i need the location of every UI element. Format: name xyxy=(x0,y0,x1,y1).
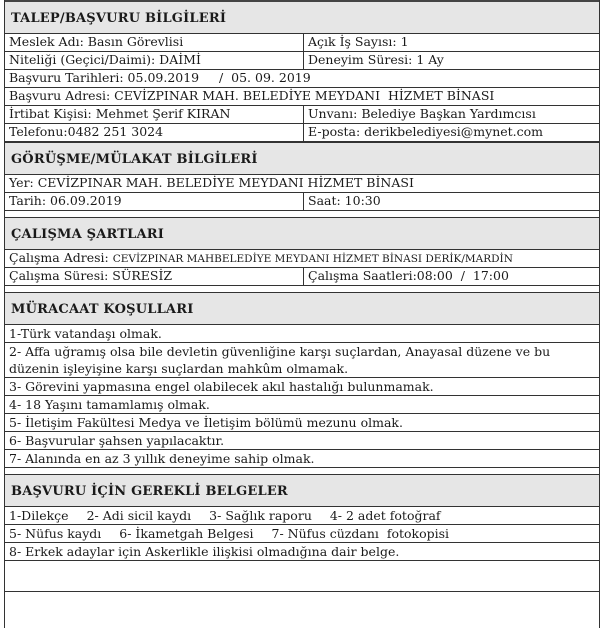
calisma-sure-row xyxy=(5,268,599,286)
eposta-field: E-posta: derikbelediyesi@mynet.com xyxy=(308,124,544,139)
acik-is-field: Açık İş Sayısı: 1 xyxy=(308,34,409,49)
unvan-field: Unvanı: Belediye Başkan Yardımcısı xyxy=(308,106,536,121)
saat-field: Saat: 10:30 xyxy=(308,193,381,208)
document-item: 1-Dilekçe xyxy=(9,508,69,523)
talep-header: TALEP/BAŞVURU BİLGİLERİ xyxy=(5,2,599,34)
documents-row-2 xyxy=(5,525,599,543)
top-border xyxy=(5,0,599,2)
niteligi-row xyxy=(5,52,599,70)
telefon-row xyxy=(5,124,599,142)
document-item: 3- Sağlık raporu xyxy=(209,508,312,523)
condition-item-6: 6- Başvurular şahsen yapılacaktır. xyxy=(5,432,599,450)
condition-item-1: 1-Türk vatandaşı olmak. xyxy=(5,325,599,343)
document-item: 2- Adi sicil kaydı xyxy=(86,508,192,523)
yer-field: Yer: CEVİZPINAR MAH. BELEDİYE MEYDANI HİZMET BİNASI xyxy=(9,175,414,190)
yer-row xyxy=(5,175,599,193)
calisma-saatleri-field: Çalışma Saatleri:08:00 / 17:00 xyxy=(308,268,509,283)
document-item: 4- 2 adet fotoğraf xyxy=(329,508,441,523)
document-item: 6- İkametgah Belgesi xyxy=(119,526,254,541)
gorusme-header: GÖRÜŞME/MÜLAKAT BİLGİLERİ xyxy=(5,142,599,175)
tarih-row xyxy=(5,193,599,211)
bottom-space xyxy=(5,561,599,592)
documents-row-1 xyxy=(5,507,599,525)
irtibat-row xyxy=(5,106,599,124)
condition-item-5: 5- İletişim Fakültesi Medya ve İletişim bölümü mezunu olmak. xyxy=(5,414,599,432)
adres-row xyxy=(5,88,599,106)
tarih-field: Tarih: 06.09.2019 xyxy=(5,193,304,210)
condition-item-4: 4- 18 Yaşını tamamlamış olmak. xyxy=(5,396,599,414)
irtibat-field: İrtibat Kişisi: Mehmet Şerif KIRAN xyxy=(5,106,304,123)
condition-item-3: 3- Görevini yapmasına engel olabilecek akıl hastalığı bulunmamak. xyxy=(5,378,599,396)
document-item: 5- Nüfus kaydı xyxy=(9,526,102,541)
telefon-field: Telefonu:0482 251 3024 xyxy=(5,124,304,141)
condition-item-2: 2- Affa uğramış olsa bile devletin güvenliğine karşı suçlardan, Anayasal düzene ve bu düzenin işleyişine karşı suçlardan mahkûm olmamak. xyxy=(5,343,599,378)
meslek-field: Meslek Adı: Basın Görevlisi xyxy=(5,34,304,51)
belgeler-header: BAŞVURU İÇİN GEREKLİ BELGELER xyxy=(5,474,599,507)
application-form xyxy=(4,0,600,628)
calisma-adres-label: Çalışma Adresi: xyxy=(9,250,113,265)
calisma-header: ÇALIŞMA ŞARTLARI xyxy=(5,217,599,250)
adres-field: Başvuru Adresi: CEVİZPINAR MAH. BELEDİYE MEYDANI HİZMET BİNASI xyxy=(9,88,495,103)
calisma-adres-value: CEVİZPINAR MAHBELEDİYE MEYDANI HİZMET BİNASI DERİK/MARDİN xyxy=(112,253,513,265)
tarihler-field: Başvuru Tarihleri: 05.09.2019 / 05. 09. 2019 xyxy=(9,70,311,85)
calisma-adres-field xyxy=(5,250,599,267)
documents-row-3: 8- Erkek adaylar için Askerlikle ilişkisi olmadığına dair belge. xyxy=(5,543,599,561)
niteligi-field: Niteliği (Geçici/Daimi): DAİMİ xyxy=(5,52,304,69)
calisma-adres-row xyxy=(5,250,599,268)
muracaat-header: MÜRACAAT KOŞULLARI xyxy=(5,292,599,325)
document-item: 7- Nüfus cüzdanı fotokopisi xyxy=(271,526,450,541)
meslek-row xyxy=(5,34,599,52)
tarihler-row xyxy=(5,70,599,88)
deneyim-field: Deneyim Süresi: 1 Ay xyxy=(308,52,444,67)
condition-item-7: 7- Alanında en az 3 yıllık deneyime sahip olmak. xyxy=(5,450,599,468)
calisma-sure-field: Çalışma Süresi: SÜRESİZ xyxy=(5,268,304,285)
